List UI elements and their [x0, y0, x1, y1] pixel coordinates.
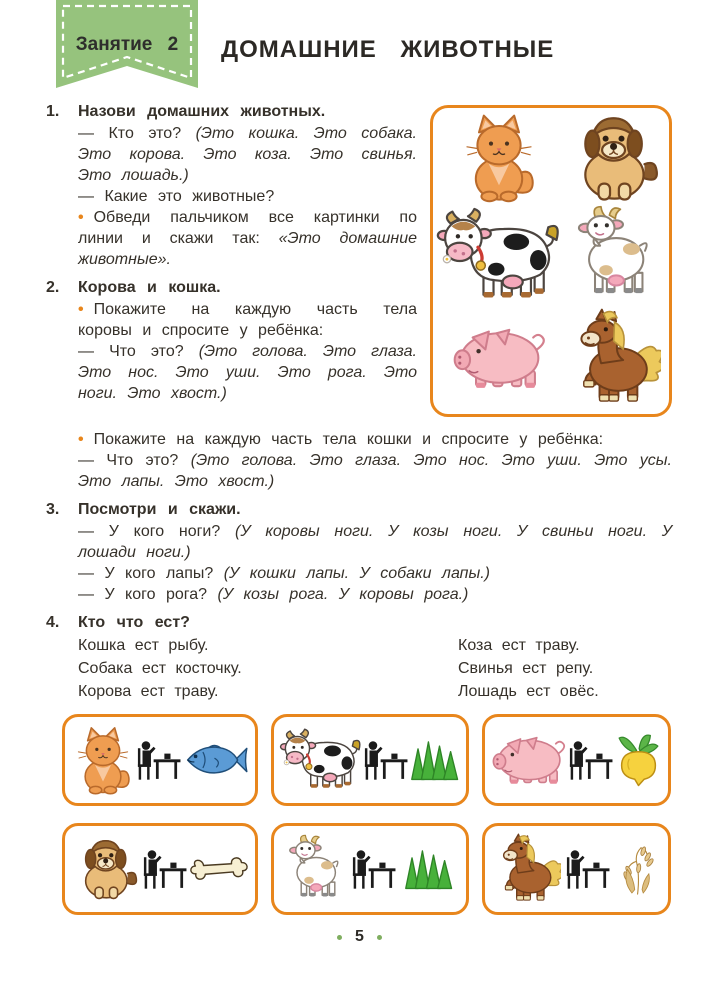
food-box-horse-oats: [482, 823, 671, 915]
exercise-2: [46, 277, 672, 492]
eating-person-icon: [565, 848, 611, 891]
line-text: Обведи пальчиком все картинки по линии и скажи так:: [78, 209, 417, 247]
eating-person-icon: [351, 848, 397, 891]
line-text: — У кого ноги?: [78, 523, 236, 540]
exercise-number: 1.: [46, 103, 60, 120]
line-text: Покажите на каждую часть тела коровы и спросите у ребёнка:: [78, 301, 417, 339]
exercise-heading: Назови домашних животных.: [78, 103, 326, 120]
line-text: Покажите на каждую часть тела кошки и спросите у ребёнка:: [93, 431, 604, 448]
feeding-sentence: Корова ест траву.: [78, 683, 219, 700]
food-box-dog-bone: [62, 823, 258, 915]
line-answer: (У коровы ноги. У козы ноги. У свиньи ноги. У лошади ноги.): [78, 523, 673, 561]
cow-illustration: [279, 728, 363, 792]
bullet-marker: •: [78, 209, 84, 226]
oats-icon: [615, 842, 659, 896]
line-answer: (Это голова. Это глаза. Это нос. Это уши. Это усы. Это лапы. Это хвост.): [78, 452, 672, 490]
exercise-line: [78, 186, 672, 207]
line-text: — Кто это?: [78, 125, 196, 142]
bullet-marker: •: [78, 301, 84, 318]
line-text: — Что это?: [78, 343, 199, 360]
feeding-sentence: Кошка ест рыбу.: [78, 637, 209, 654]
line-text: — Что это?: [78, 452, 191, 469]
exercise-line: [78, 563, 672, 584]
pig-illustration: [490, 732, 568, 788]
exercise-line: [78, 450, 672, 492]
feeding-sentence: Лошадь ест овёс.: [458, 683, 599, 700]
exercise-number: 3.: [46, 501, 60, 518]
goat-illustration: [285, 834, 345, 905]
line-text: — У кого рога?: [78, 586, 218, 603]
horse-illustration: [494, 833, 561, 906]
line-text: — У кого лапы?: [78, 565, 224, 582]
eating-person-icon: [136, 739, 182, 782]
page-title: ДОМАШНИЕ ЖИВОТНЫЕ: [221, 36, 555, 63]
feeding-columns: [78, 634, 672, 703]
exercise-number: 2.: [46, 279, 60, 296]
line-answer: (Это кошка. Это собака. Это корова. Это коза. Это свинья. Это лошадь.): [78, 125, 417, 184]
exercise-line: [78, 123, 672, 186]
exercise-4: [46, 612, 672, 703]
page-number-value: 5: [355, 928, 364, 945]
eating-person-icon: [568, 739, 614, 782]
line-answer: (У козы рога. У коровы рога.): [217, 586, 469, 603]
exercise-line: [78, 207, 672, 270]
grass-icon: [403, 848, 455, 890]
feeding-column-right: [458, 634, 672, 703]
exercise-line: [78, 584, 672, 605]
bullet-marker: •: [78, 431, 84, 448]
food-box-goat-grass: [271, 823, 469, 915]
exercise-3: [46, 499, 672, 605]
exercise-1: [46, 101, 672, 270]
eating-person-icon: [363, 739, 409, 782]
footer-dot-icon: [377, 935, 382, 940]
line-answer: «Это домашние животные».: [78, 230, 417, 268]
footer-dot-icon: [337, 935, 342, 940]
turnip-icon: [614, 733, 663, 788]
food-matching-grid: [62, 714, 657, 915]
fish-icon: [184, 741, 248, 779]
line-text: — Какие это животные?: [78, 188, 275, 205]
food-box-cow-grass: [271, 714, 469, 806]
exercise-heading: Посмотри и скажи.: [78, 501, 241, 518]
exercise-line: [78, 299, 672, 341]
dog-illustration: [70, 837, 142, 901]
lesson-badge: Занятие 2: [75, 34, 179, 55]
cat-illustration: [72, 726, 134, 795]
line-answer: (Это голова. Это глаза. Это нос. Это уши. Это рога. Это ноги. Это хвост.): [78, 343, 417, 402]
exercise-line: [78, 429, 672, 450]
exercise-heading: Кто что ест?: [78, 614, 190, 631]
exercise-line: [78, 341, 672, 404]
eating-person-icon: [142, 848, 188, 891]
food-box-cat-fish: [62, 714, 258, 806]
page-number: [0, 928, 719, 946]
exercise-heading: Корова и кошка.: [78, 279, 221, 296]
feeding-sentence: Коза ест траву.: [458, 637, 580, 654]
feeding-sentence: Собака ест косточку.: [78, 660, 242, 677]
food-box-pig-turnip: [482, 714, 671, 806]
line-answer: (У кошки лапы. У собаки лапы.): [223, 565, 491, 582]
bone-icon: [188, 855, 250, 883]
lesson-ribbon: [56, 0, 198, 88]
feeding-column-left: [78, 634, 458, 703]
exercise-number: 4.: [46, 614, 60, 631]
feeding-sentence: Свинья ест репу.: [458, 660, 594, 677]
grass-icon: [409, 739, 461, 781]
exercise-line: [78, 521, 672, 563]
content: [46, 101, 672, 710]
